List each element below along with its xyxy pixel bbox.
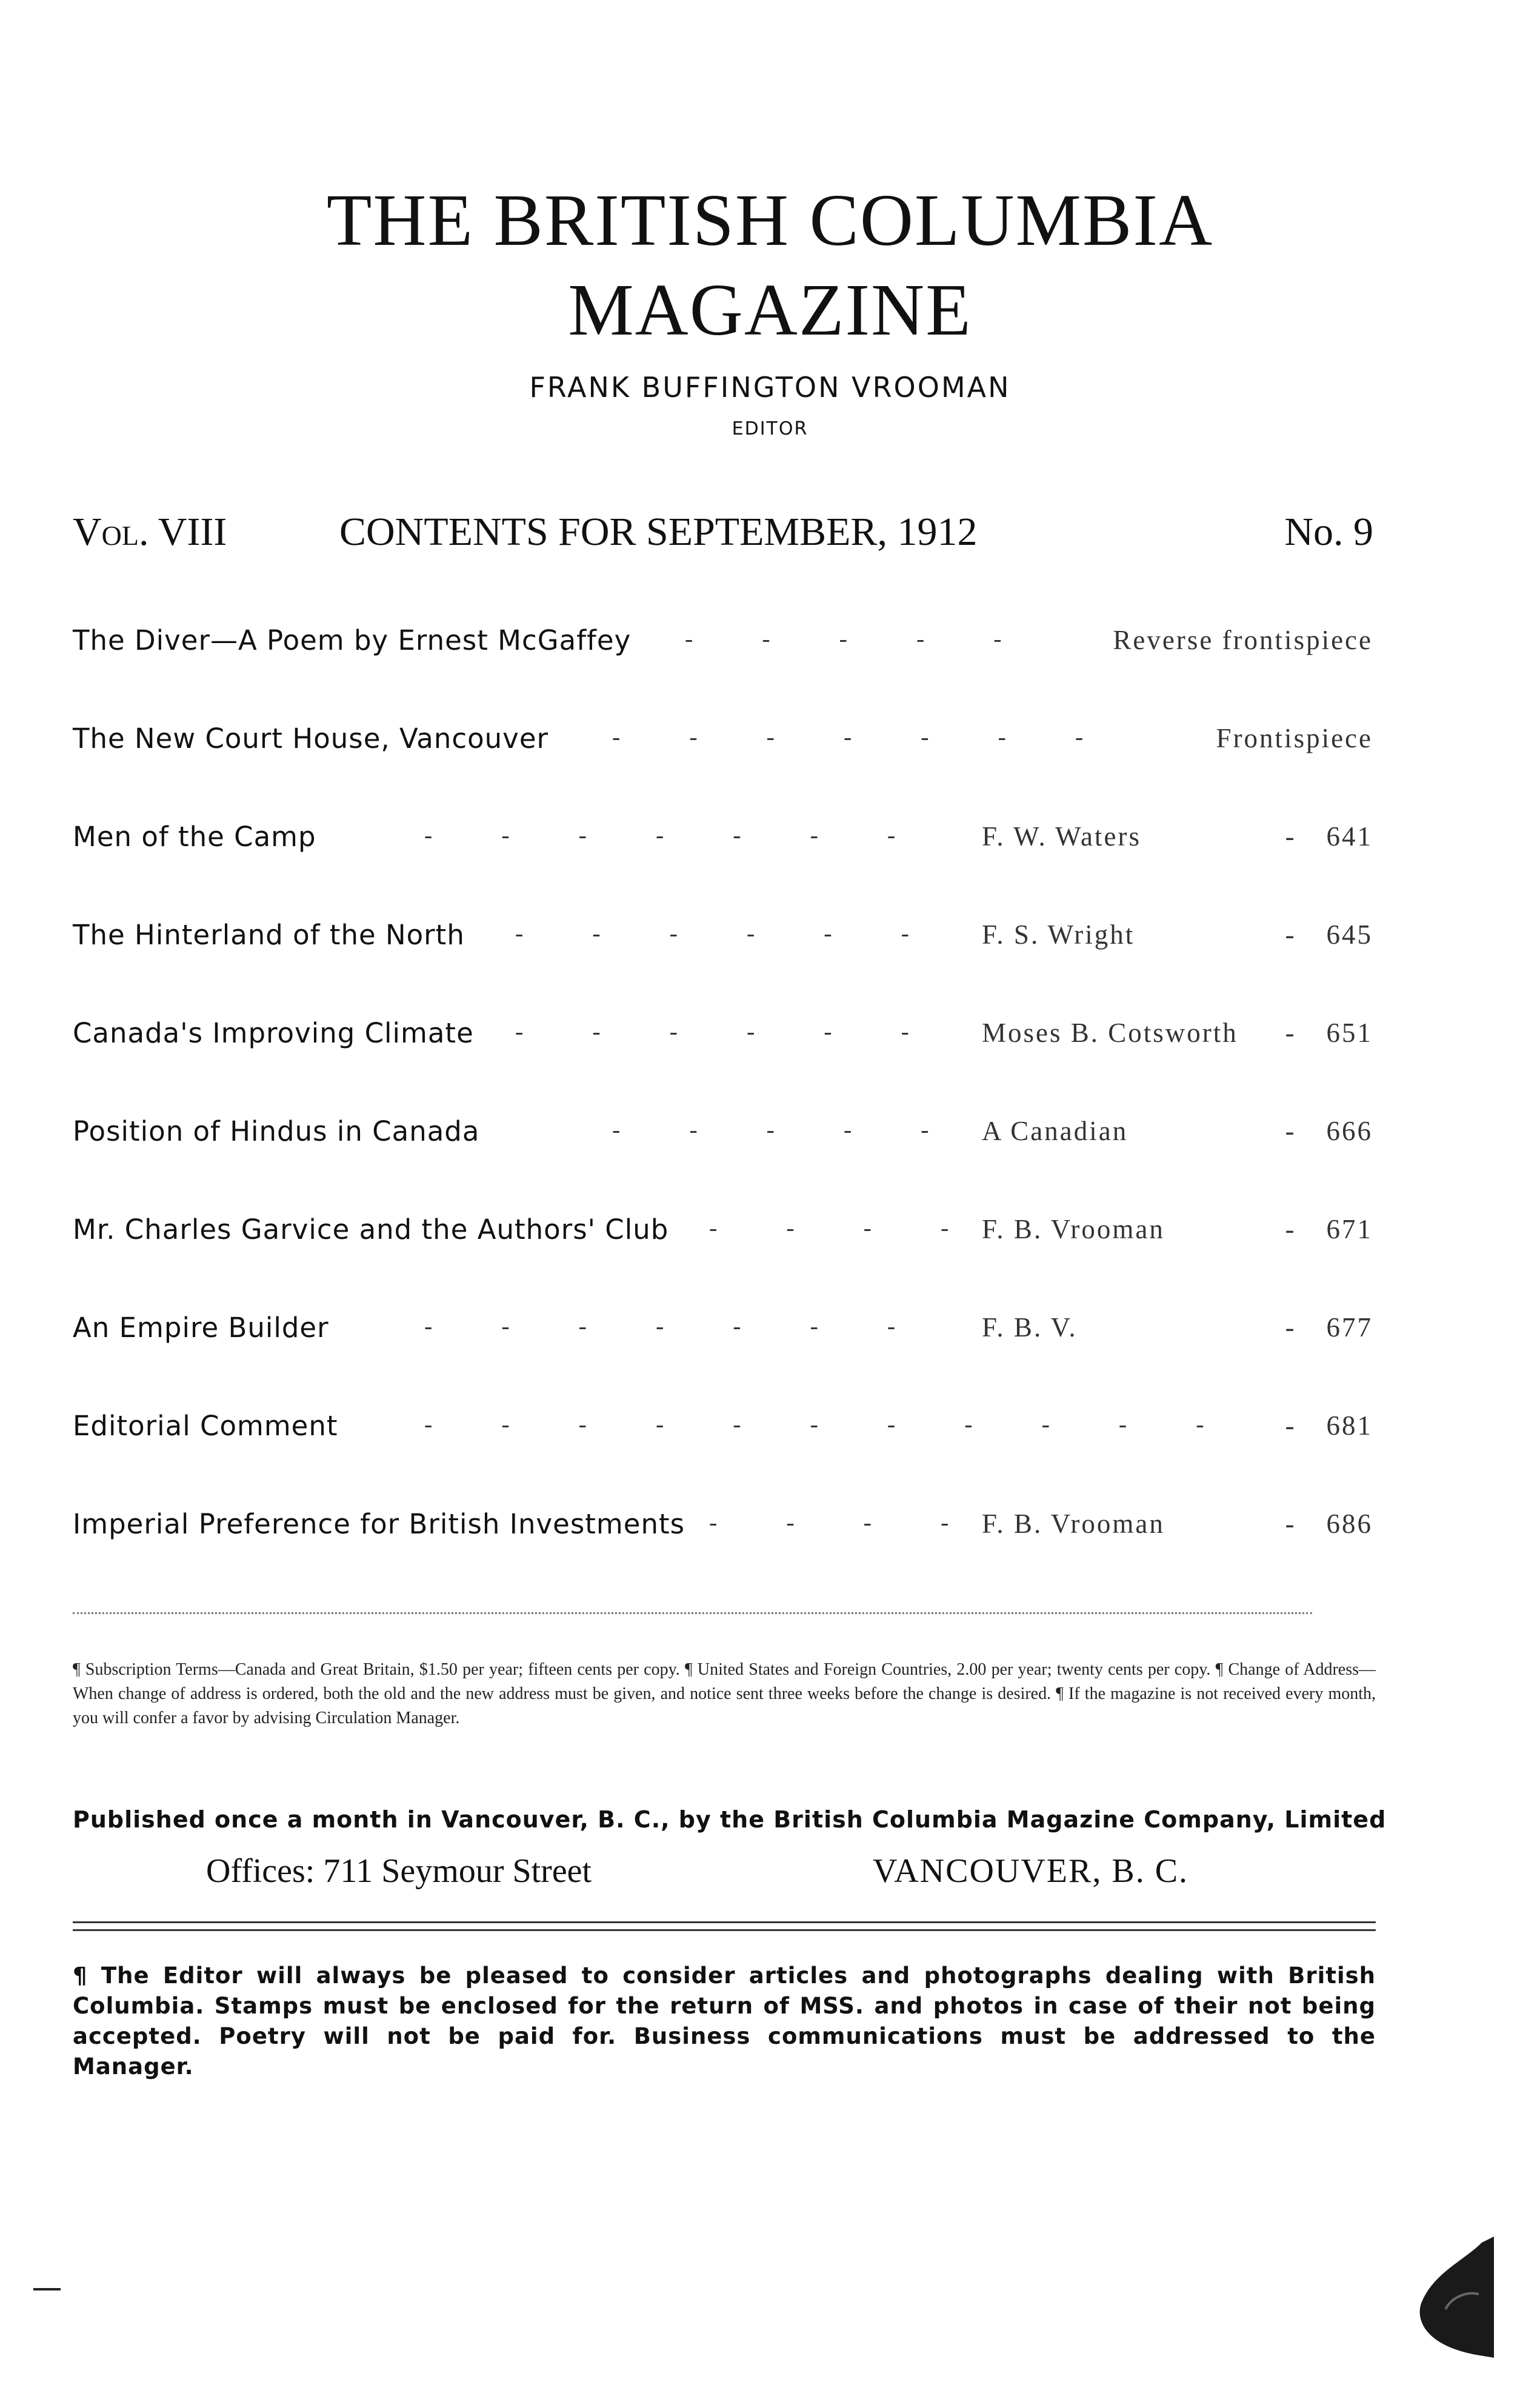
toc-author: F. W. Waters bbox=[982, 821, 1141, 852]
toc-page: - 641 bbox=[1285, 821, 1373, 852]
toc-page: Frontispiece bbox=[1216, 723, 1373, 753]
toc-page: - 681 bbox=[1285, 1410, 1373, 1441]
toc-leader: - - - - - - - bbox=[424, 1312, 927, 1339]
toc-row bbox=[73, 722, 1373, 821]
title-line-1: THE BRITISH COLUMBIA bbox=[326, 179, 1214, 261]
contents-heading: CONTENTS FOR SEPTEMBER, 1912 bbox=[339, 510, 978, 554]
toc-leader: - - - - - - bbox=[515, 1018, 941, 1045]
published-line: Published once a month in Vancouver, B. C., by the British Columbia Magazine Company, Limited bbox=[73, 1806, 1387, 1833]
toc-title: Mr. Charles Garvice and the Authors' Club bbox=[73, 1213, 669, 1246]
toc-row bbox=[73, 1508, 1373, 1606]
offices-address: Offices: 711 Seymour Street bbox=[206, 1852, 592, 1890]
toc-title: The Hinterland of the North bbox=[73, 919, 465, 951]
toc-row bbox=[73, 919, 1373, 1017]
toc-leader: - - - - - - - bbox=[612, 723, 1115, 750]
dotted-divider bbox=[73, 1612, 1312, 1614]
toc-page: - 651 bbox=[1285, 1018, 1373, 1048]
editor-label: EDITOR bbox=[732, 418, 808, 439]
toc-title: Position of Hindus in Canada bbox=[73, 1115, 480, 1147]
volume-label: Vol. VIII bbox=[73, 510, 227, 554]
magazine-title bbox=[0, 176, 1540, 355]
toc-row bbox=[73, 1017, 1373, 1115]
toc-row bbox=[73, 624, 1373, 722]
toc-page: - 677 bbox=[1285, 1312, 1373, 1343]
toc-page: - 645 bbox=[1285, 919, 1373, 950]
toc-row bbox=[73, 1410, 1373, 1508]
toc-row bbox=[73, 1312, 1373, 1410]
toc-author: F. B. Vrooman bbox=[982, 1509, 1165, 1539]
toc-leader: - - - - - - - - - - - bbox=[424, 1410, 1236, 1438]
toc-leader: - - - - bbox=[709, 1509, 981, 1536]
toc-author: A Canadian bbox=[982, 1116, 1128, 1146]
toc-author: F. S. Wright bbox=[982, 919, 1135, 950]
title-line-2: MAGAZINE bbox=[568, 269, 972, 351]
toc-author: F. B. Vrooman bbox=[982, 1214, 1165, 1244]
toc-author: F. B. V. bbox=[982, 1312, 1078, 1343]
toc-page: - 666 bbox=[1285, 1116, 1373, 1146]
table-of-contents bbox=[73, 624, 1373, 1606]
editor-notice: ¶ The Editor will always be pleased to consider articles and photographs dealing with British Columbia. Stamps must be enclosed for the return of MSS. and photos in case of their not being accepted. Poetry will not be paid for. Business communications must be addressed to the Manager. bbox=[73, 1963, 1376, 2080]
toc-leader: - - - - - - - bbox=[424, 821, 927, 849]
toc-title: The New Court House, Vancouver bbox=[73, 722, 549, 755]
toc-row bbox=[73, 1115, 1373, 1213]
toc-title: The Diver—A Poem by Ernest McGaffey bbox=[73, 624, 632, 656]
toc-row bbox=[73, 821, 1373, 919]
toc-leader: - - - - - - bbox=[515, 919, 941, 947]
toc-title: Men of the Camp bbox=[73, 821, 316, 853]
toc-page: - 686 bbox=[1285, 1509, 1373, 1539]
toc-author: Moses B. Cotsworth bbox=[982, 1018, 1238, 1048]
toc-leader: - - - - - bbox=[685, 625, 1033, 652]
toc-row bbox=[73, 1213, 1373, 1312]
page-curl-shadow-icon bbox=[1409, 2237, 1494, 2358]
toc-page: - 671 bbox=[1285, 1214, 1373, 1244]
margin-mark bbox=[33, 2288, 61, 2290]
toc-title: Imperial Preference for British Investments bbox=[73, 1508, 685, 1540]
subscription-terms: ¶ Subscription Terms—Canada and Great Britain, $1.50 per year; fifteen cents per copy. ¶ United States and Foreign Countries, 2.00 per year; twenty cents per copy. ¶ Change of Address—When change of address is ordered, both the old and the new address must be given, and notice sent three weeks before the change is desired. ¶ If the magazine is not received every month, you will confer a favor by advising Circulation Manager. bbox=[73, 1660, 1376, 1727]
editor-name: FRANK BUFFINGTON VROOMAN bbox=[529, 371, 1011, 404]
toc-leader: - - - - bbox=[709, 1214, 981, 1241]
toc-title: An Empire Builder bbox=[73, 1312, 329, 1344]
city-label: VANCOUVER, B. C. bbox=[873, 1852, 1189, 1890]
toc-leader: - - - - - bbox=[612, 1116, 961, 1143]
double-divider bbox=[73, 1921, 1376, 1931]
issue-number: No. 9 bbox=[1284, 510, 1373, 554]
toc-page: Reverse frontispiece bbox=[1113, 625, 1373, 655]
toc-title: Editorial Comment bbox=[73, 1410, 338, 1442]
toc-title: Canada's Improving Climate bbox=[73, 1017, 474, 1049]
